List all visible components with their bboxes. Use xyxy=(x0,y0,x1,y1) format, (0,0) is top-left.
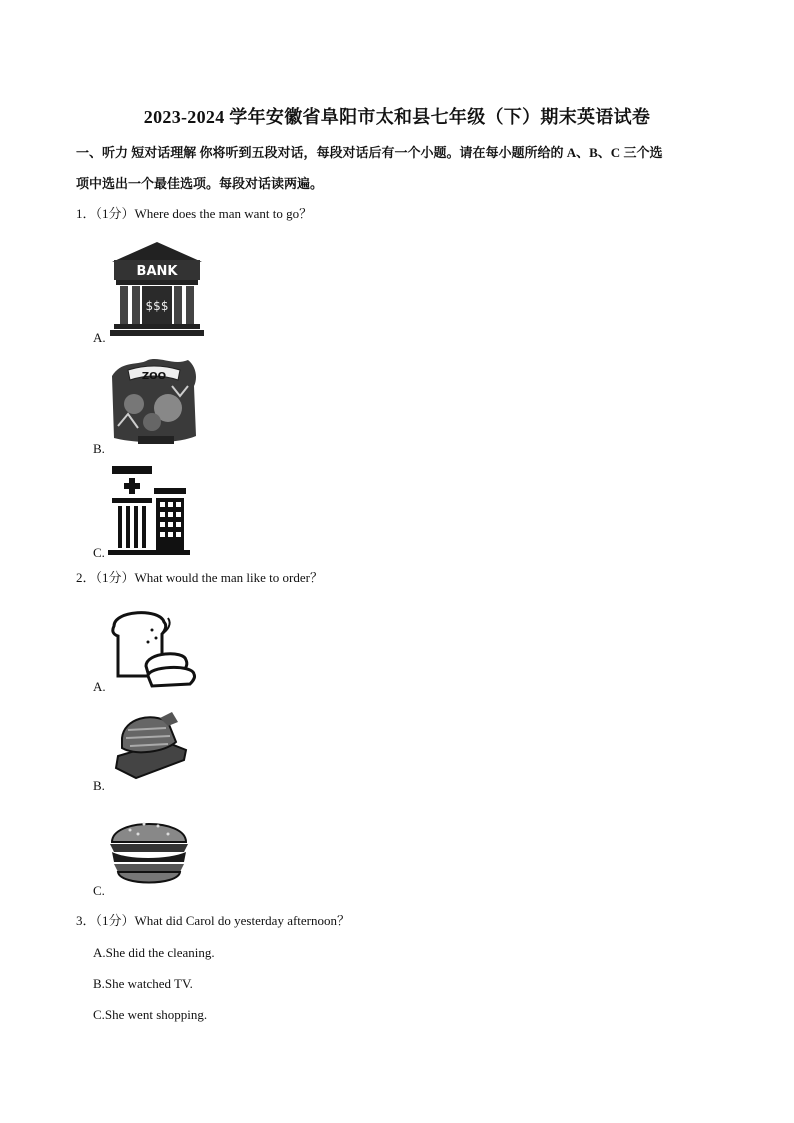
q2-option-a-label: A. xyxy=(93,679,106,694)
zoo-sign-text: ZOO xyxy=(141,371,167,382)
bank-icon xyxy=(108,240,206,338)
exam-title: 2023-2024 学年安徽省阜阳市太和县七年级（下）期末英语试卷 xyxy=(143,107,651,127)
instructions-line-2: 项中选出一个最佳选项。每段对话读两遍。 xyxy=(76,176,324,191)
hospital-icon xyxy=(108,464,190,556)
section-instructions xyxy=(76,137,726,199)
bread-icon xyxy=(106,604,198,690)
zoo-icon xyxy=(108,356,200,446)
bank-money-mark: $$$ xyxy=(145,299,169,313)
dumplings-icon xyxy=(106,708,190,782)
bank-sign-text: BANK xyxy=(136,264,178,279)
q3-option-a-text: She did the cleaning. xyxy=(105,945,215,960)
question-1-stem: 1．（1分）Where does the man want to go？ xyxy=(76,206,313,221)
q1-option-b-label: B. xyxy=(93,441,105,456)
q3-option-b xyxy=(93,975,193,993)
q3-option-b-label: B. xyxy=(93,976,105,991)
question-3-stem: 3．（1分）What did Carol do yesterday afternoon？ xyxy=(76,913,351,928)
q3-option-c xyxy=(93,1006,207,1024)
hamburger-icon xyxy=(108,812,190,892)
q3-option-c-text: She went shopping. xyxy=(104,1007,208,1022)
q2-option-c-label: C. xyxy=(93,883,105,898)
question-2-stem: 2．（1分）What would the man like to order？ xyxy=(76,570,323,585)
q1-option-a-label: A. xyxy=(93,330,106,345)
instructions-line-1: 一、听力 短对话理解 你将听到五段对话，每段对话后有一个小题。请在每小题所给的 A、B、C 三个选 xyxy=(76,145,663,160)
q3-option-c-label: C. xyxy=(93,1007,105,1022)
q3-option-a-label: A. xyxy=(93,945,106,960)
q2-option-b-label: B. xyxy=(93,778,105,793)
q3-option-b-text: She watched TV. xyxy=(104,976,193,991)
q3-option-a xyxy=(93,944,215,962)
q1-option-c-label: C. xyxy=(93,545,105,560)
